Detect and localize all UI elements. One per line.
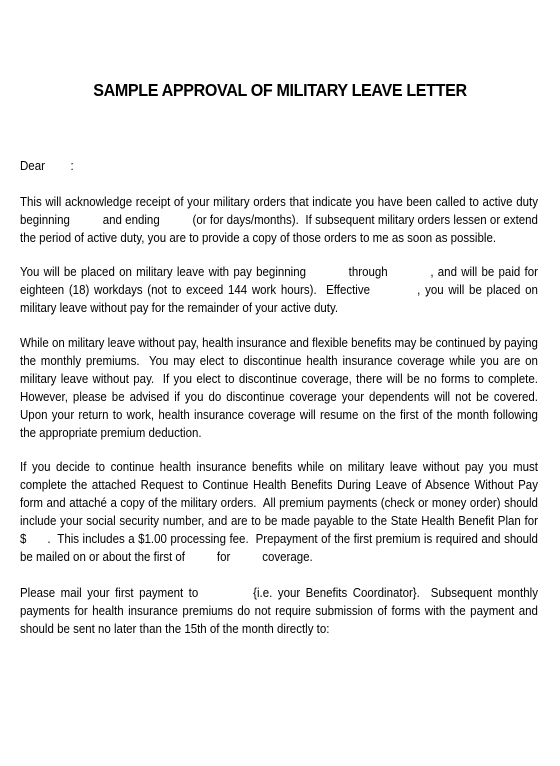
paragraph-health-insurance: While on military leave without pay, health insurance and flexible benefits may be continued by paying the monthly premiums. You may elect to discontinue health insurance coverage while you are on military leave without pay. If you elect to discontinue coverage, there will be no forms to complete. However, please be advised if you do discontinue coverage your dependents will not be covered. Upon your return to work, health insurance coverage will resume on the first of the month following the appropriate premium deduction. <box>20 336 545 440</box>
document-title: SAMPLE APPROVAL OF MILITARY LEAVE LETTER <box>93 80 467 100</box>
salutation: Dear : <box>20 159 74 173</box>
paragraph-payment-instructions: Please mail your first payment to {i.e. your Benefits Coordinator}. Subsequent monthly payments for health insurance premiums do not require submission of forms with the payment and should be sent no later than the 15th of the month directly to: <box>20 586 542 636</box>
paragraph-leave-with-pay: You will be placed on military leave with pay beginning through , and will be paid for eighteen (18) workdays (not to exceed 144 work hours). Effective , you will be placed on military leave without pay for the remainder of your active duty. <box>20 265 542 315</box>
paragraph-continue-benefits: If you decide to continue health insurance benefits while on military leave without pay you must complete the attached Request to Continue Health Benefits During Leave of Absence Without Pay form and attaché a copy of the military orders. All premium payments (check or money order) should include your social security number, and are to be made payable to the State Health Benefit Plan for $ . This includes a $1.00 processing fee. Prepayment of the first premium is required and should be mailed on or about the first of for coverage. <box>20 460 542 564</box>
paragraph-orders-acknowledgement: This will acknowledge receipt of your military orders that indicate you have been called to active duty beginning and ending (or for days/months). If subsequent military orders lessen or extend the period of active duty, you are to provide a copy of those orders to me as soon as possible. <box>20 195 542 245</box>
